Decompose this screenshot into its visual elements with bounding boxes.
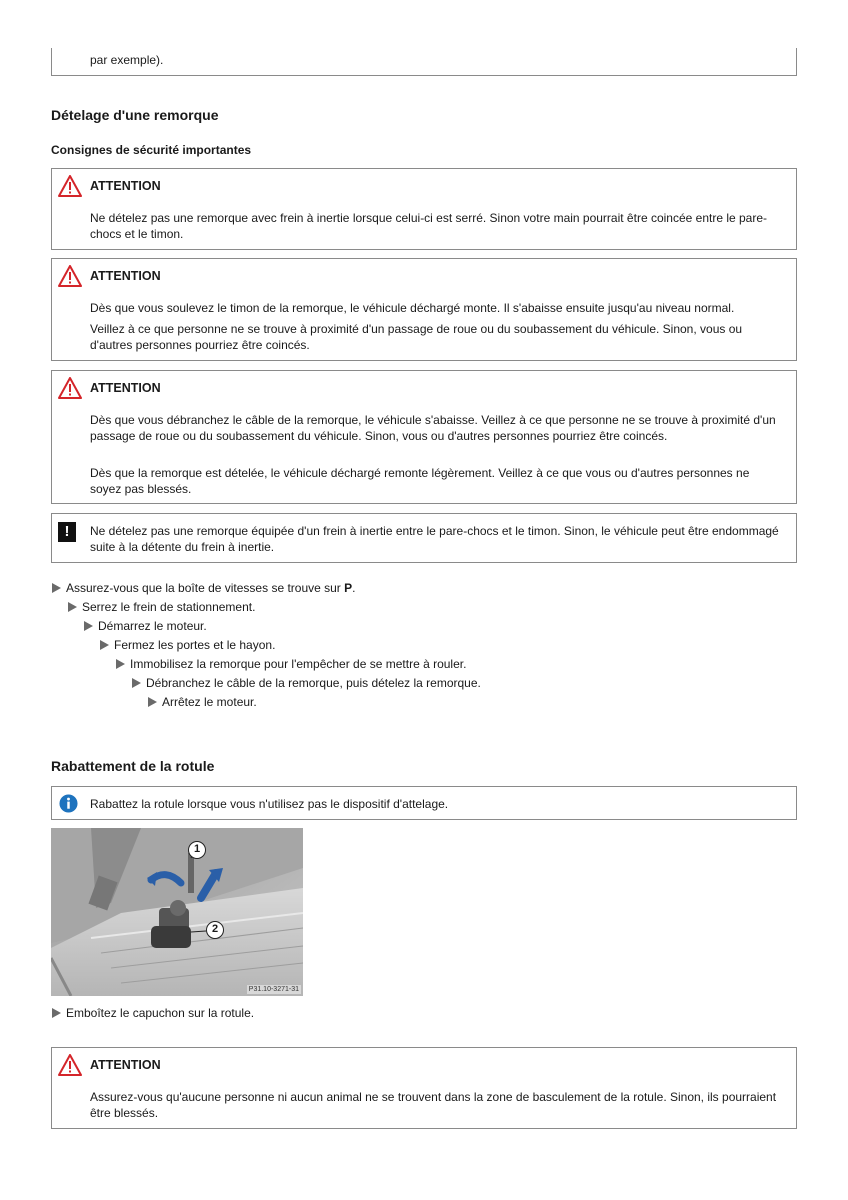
- warning-box-4: [51, 1047, 797, 1129]
- callout-2: 2: [206, 921, 224, 939]
- warning-triangle-icon: [58, 265, 82, 287]
- arrow-bullet-icon: [116, 659, 125, 669]
- warning-box-3: [51, 370, 797, 504]
- top-continuation-text: par exemple).: [90, 53, 164, 67]
- warning-text: Veillez à ce que personne ne se trouve à proximité d'un passage de roue ou du soubassement du véhicule. Sinon, vous ou d'autres personnes pourriez être coincés.: [90, 322, 743, 352]
- arrow-bullet-icon: [100, 640, 109, 650]
- info-box: [51, 786, 797, 820]
- top-continuation-box: [51, 48, 797, 76]
- step-text: .: [352, 581, 356, 595]
- arrow-bullet-icon: [52, 1008, 61, 1018]
- exclamation-icon: !: [58, 522, 76, 542]
- step-6: [132, 675, 481, 691]
- figure-reference: P31.10-3271-31: [248, 986, 299, 993]
- info-text: Rabattez la rotule lorsque vous n'utilisez pas le dispositif d'attelage.: [90, 797, 449, 811]
- step-5: [116, 656, 466, 672]
- figure-illustration: [51, 828, 303, 996]
- step-2: [68, 599, 255, 615]
- notice-text: Ne dételez pas une remorque équipée d'un frein à inertie entre le pare-chocs et le timon. Sinon, le véhicule peut être endommagé suite à la détente du frein à inertie.: [90, 524, 779, 554]
- step-text: Emboîtez le capuchon sur la rotule.: [66, 1006, 255, 1020]
- warning-title: ATTENTION: [90, 179, 161, 193]
- step-text: Fermez les portes et le hayon.: [114, 638, 276, 652]
- step-3: [84, 618, 207, 634]
- section-heading-folding: Rabattement de la rotule: [51, 758, 215, 774]
- warning-title: ATTENTION: [90, 1058, 161, 1072]
- warning-triangle-icon: [58, 377, 82, 399]
- warning-title: ATTENTION: [90, 269, 161, 283]
- info-icon: [59, 794, 78, 813]
- notice-box: [51, 513, 797, 563]
- arrow-bullet-icon: [52, 583, 61, 593]
- warning-triangle-icon: [58, 1054, 82, 1076]
- warning-triangle-icon: [58, 175, 82, 197]
- warning-box-2: [51, 258, 797, 361]
- warning-text: Dès que vous soulevez le timon de la remorque, le véhicule déchargé monte. Il s'abaisse ensuite jusqu'au niveau normal.: [90, 301, 735, 315]
- step-text: Arrêtez le moteur.: [162, 695, 257, 709]
- step-1: [52, 580, 356, 596]
- warning-text: Assurez-vous qu'aucune personne ni aucun animal ne se trouvent dans la zone de basculement de la rotule. Sinon, ils pourraient être blessés.: [90, 1090, 777, 1120]
- arrow-bullet-icon: [84, 621, 93, 631]
- step-text: Serrez le frein de stationnement.: [82, 600, 256, 614]
- arrow-bullet-icon: [68, 602, 77, 612]
- warning-text: Ne dételez pas une remorque avec frein à inertie lorsque celui-ci est serré. Sinon votre main pourrait être coincée entre le pare-chocs et le timon.: [90, 211, 768, 241]
- step-4: [100, 637, 275, 653]
- safety-subheading: Consignes de sécurité importantes: [51, 143, 252, 157]
- step-text: Démarrez le moteur.: [98, 619, 207, 633]
- warning-box-1: [51, 168, 797, 250]
- ball-coupling-figure: [51, 828, 303, 996]
- step-text: Assurez-vous que la boîte de vitesses se trouve sur: [66, 581, 345, 595]
- step-text: Immobilisez la remorque pour l'empêcher de se mettre à rouler.: [130, 657, 467, 671]
- step-bold: P: [344, 581, 353, 595]
- warning-text: Dès que la remorque est dételée, le véhicule déchargé remonte légèrement. Veillez à ce que vous ou d'autres personnes ne soyez pas blessés.: [90, 466, 750, 496]
- warning-title: ATTENTION: [90, 381, 161, 395]
- section-heading-uncoupling: Dételage d'une remorque: [51, 107, 219, 123]
- arrow-bullet-icon: [148, 697, 157, 707]
- step-7: [148, 694, 257, 710]
- step-cap: [52, 1005, 254, 1021]
- arrow-bullet-icon: [132, 678, 141, 688]
- warning-text: Dès que vous débranchez le câble de la remorque, le véhicule s'abaisse. Veillez à ce que personne ne se trouve à proximité d'un passage de roue ou du soubassement du véhicule. Sinon, vous ou d'autres personnes pourriez être coincés.: [90, 413, 776, 443]
- callout-1: 1: [188, 841, 206, 859]
- step-text: Débranchez le câble de la remorque, puis dételez la remorque.: [146, 676, 481, 690]
